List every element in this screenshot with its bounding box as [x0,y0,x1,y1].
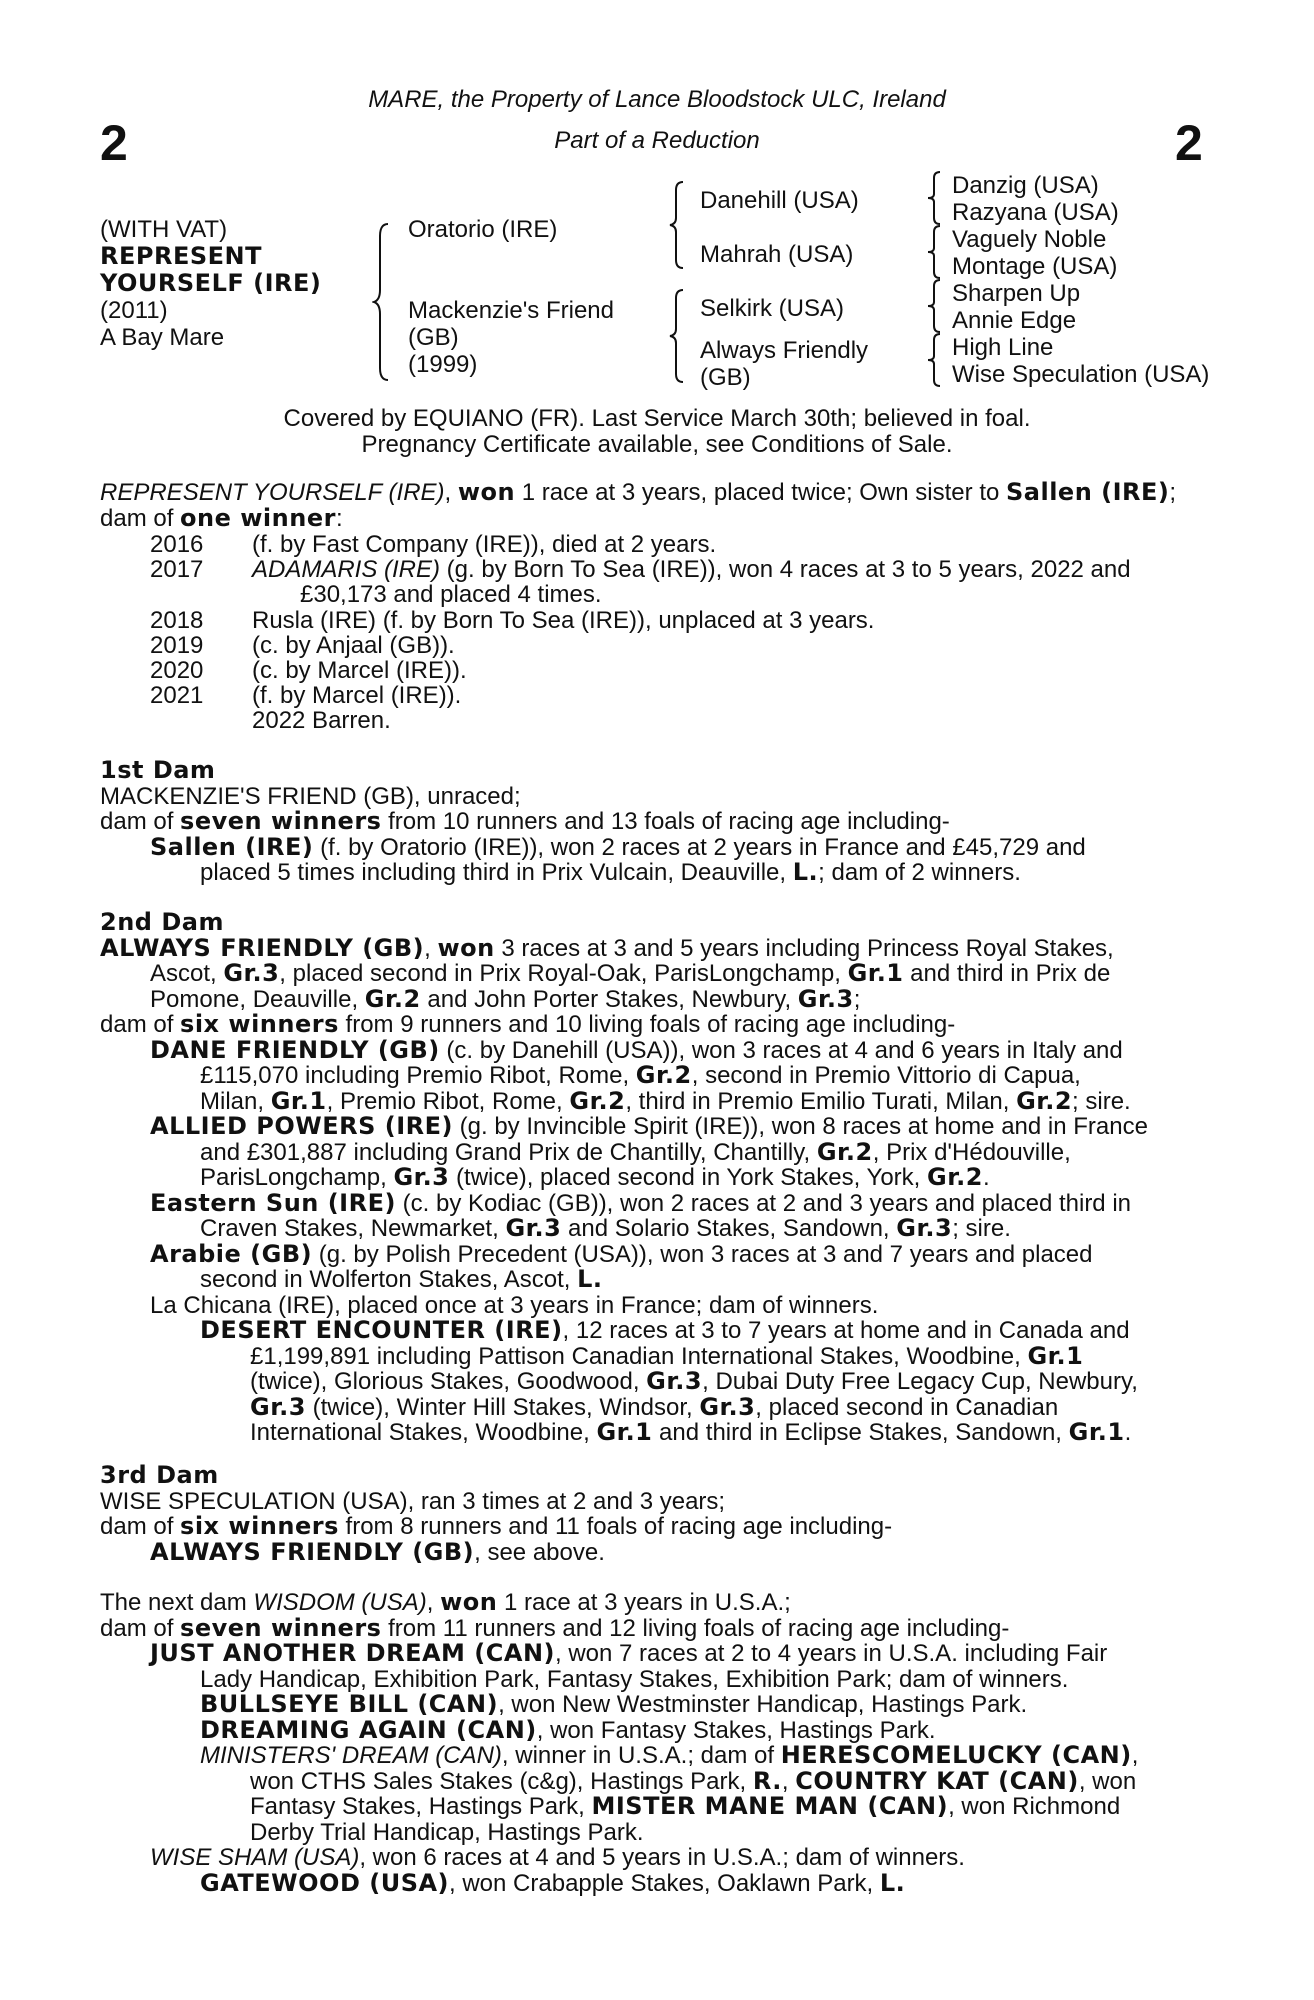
progeny-name: DANE FRIENDLY (GB) [150,1035,440,1064]
grade-label: Gr.2 [635,1061,692,1089]
produce-entry [252,556,1131,583]
sire-sire: Danehill (USA) [700,187,859,214]
won-label: won [437,933,495,962]
progeny-entry [100,1537,1205,1566]
progeny-text: won CTHS Sales Stakes (c&g), Hastings Park, [250,1767,753,1795]
first-dam-name: MACKENZIE'S FRIEND (GB), unraced; [100,782,521,810]
grade-label: Gr.2 [364,984,421,1013]
progeny-text: (c. by Kodiac (GB)), won 2 races at 2 and 3 years and placed third in [395,1189,1132,1217]
progeny-text: second in Wolferton Stakes, Ascot, [200,1266,578,1293]
produce-intro: REPRESENT YOURSELF (IRE), won 1 race at 3 years, placed twice; Own sister to Sallen (IRE); dam of one winner: [100,478,1177,532]
progeny-text: and £301,887 including Grand Prix de Chantilly, Chantilly, [200,1138,817,1166]
progeny-text: ; sire. [952,1215,1011,1242]
progeny-text: , Dubai Duty Free Legacy Cup, Newbury, [702,1368,1138,1395]
horse-name-line2: YOURSELF (IRE) [100,269,322,297]
progeny-entry [100,1188,1205,1217]
dam-dam-sire: High Line [952,334,1054,361]
produce-entry: (c. by Marcel (IRE)). [252,657,467,684]
grade-label: Gr.1 [1068,1418,1125,1446]
progeny-name: DREAMING AGAIN (CAN) [200,1715,537,1744]
progeny-text: , Premio Ribot, Rome, [326,1087,570,1115]
won-label: won [440,1588,498,1616]
brace-icon [926,170,942,226]
progeny-text: , winner in U.S.A.; dam of [501,1742,781,1769]
winners-count: six winners [180,1010,339,1038]
listed-label: L. [879,1868,906,1897]
grand-progeny-entry [100,1692,1205,1718]
horse-description: A Bay Mare [100,324,225,351]
sire-dam-dam: Montage (USA) [952,253,1118,280]
progeny-text: . [1124,1419,1132,1446]
progeny-name: COUNTRY KAT (CAN) [795,1766,1079,1795]
grade-label: Gr.3 [250,1392,306,1421]
progeny-text: , won Crabapple Stakes, Oaklawn Park, [449,1869,880,1897]
progeny-text: (f. by Oratorio (IRE)), won 2 races at 2 years in France and £45,729 and [313,833,1086,861]
progeny-text: , placed second in Canadian [755,1393,1059,1421]
progeny-text: , see above. [474,1538,605,1566]
produce-entry-cont: £30,173 and placed 4 times. [300,581,602,608]
grade-label: Gr.1 [1027,1341,1084,1370]
progeny-name: DESERT ENCOUNTER (IRE) [200,1316,563,1344]
produce-entry: 2022 Barren. [252,707,391,734]
produce-name: ADAMARIS (IRE) [252,556,441,583]
next-dam-name: WISDOM (USA) [253,1589,427,1616]
dam-sire-sire: Sharpen Up [952,280,1081,307]
winners-count: six winners [180,1512,339,1540]
dam-of-label: dam of [100,504,181,532]
produce-entry: (c. by Anjaal (GB)). [252,632,455,659]
brace-icon [926,224,942,280]
grand-progeny-entry [100,1715,1205,1744]
runners-text: from 9 runners and 10 living foals of racing age including- [338,1011,956,1038]
progeny-entry [100,1114,1205,1140]
sire: Oratorio (IRE) [408,216,558,243]
progeny-text: International Stakes, Woodbine, [250,1419,597,1446]
progeny-text: Lady Handicap, Exhibition Park, Fantasy Stakes, Exhibition Park; dam of winners. [200,1665,1069,1693]
grade-label: Gr.3 [505,1214,562,1242]
grade-label: Gr.3 [699,1392,756,1421]
progeny-text: , 12 races at 3 to 7 years at home and in Canada and [562,1317,1130,1344]
grade-label: Gr.3 [393,1163,450,1191]
progeny-text: , won Fantasy Stakes, Hastings Park. [536,1716,936,1744]
grade-label: Gr.1 [847,959,904,987]
grade-label: Gr.3 [896,1214,953,1242]
progeny-text: , second in Premio Vittorio di Capua, [691,1062,1081,1089]
runners-text: from 11 runners and 12 living foals of racing age including- [381,1614,1010,1642]
race-text: , placed second in Prix Royal-Oak, ParisLongchamp, [279,960,848,987]
grade-label: Gr.1 [270,1086,327,1115]
progeny-text: placed 5 times including third in Prix Vulcain, Deauville, [200,859,793,886]
progeny-name: Arabie (GB) [150,1239,313,1268]
dam-sire-dam: Annie Edge [952,307,1077,334]
grade-label: Gr.3 [797,984,854,1013]
progeny-text: , won 6 races at 4 and 5 years in U.S.A.; dam of winners. [359,1844,965,1871]
progeny-text: £115,070 including Premio Ribot, Rome, [200,1062,636,1089]
sire-sire-sire: Danzig (USA) [952,172,1099,199]
produce-year: 2020 [150,657,204,684]
progeny-text: ParisLongchamp, [200,1164,394,1191]
cover-note: Covered by EQUIANO (FR). Last Service March 30th; believed in foal. [283,405,1031,432]
winners-count: seven winners [180,807,382,835]
brace-icon [926,278,942,334]
runners-text: from 8 runners and 11 foals of racing age including- [338,1513,893,1540]
foaled-year: (2011) [100,297,168,324]
brace-icon [668,180,686,270]
brace-icon [926,332,942,388]
progeny-name: Eastern Sun (IRE) [150,1188,396,1217]
progeny-text: and third in Eclipse Stakes, Sandown, [652,1419,1069,1446]
progeny-text: and Solario Stakes, Sandown, [561,1215,897,1242]
progeny-entry: La Chicana (IRE), placed once at 3 years in France; dam of winners. [150,1291,879,1319]
produce-entry: (f. by Marcel (IRE)). [252,682,462,709]
lot-number-left: 2 [100,115,128,171]
progeny-name: ALLIED POWERS (IRE) [150,1112,453,1140]
dam-line1: Mackenzie's Friend [408,297,614,324]
produce-year: 2017 [150,556,204,583]
grade-label: Gr.3 [646,1367,703,1395]
progeny-entry-cont [100,860,1205,886]
grand-progeny-entry [100,1743,1205,1769]
progeny-text: , [781,1767,796,1795]
horse-name-line1: REPRESENT [100,242,262,270]
progeny-text: Fantasy Stakes, Hastings Park, [250,1793,592,1820]
colon: : [335,504,343,532]
progeny-entry [100,1239,1205,1268]
pregnancy-note: Pregnancy Certificate available, see Conditions of Sale. [361,431,953,458]
race-text: 1 race at 3 years in U.S.A.; [497,1589,791,1616]
header-subtitle: Part of a Reduction [554,127,760,154]
produce-entry: Rusla (IRE) (f. by Born To Sea (IRE)), unplaced at 3 years. [252,607,875,634]
produce-year: 2016 [150,531,204,558]
mare-name: REPRESENT YOURSELF (IRE) [100,479,445,506]
dam-line2: (GB) [408,324,459,351]
listed-label: L. [792,858,819,886]
progeny-name: Sallen (IRE) [150,832,314,861]
progeny-text: , won 7 races at 2 to 4 years in U.S.A. including Fair [555,1640,1108,1667]
progeny-name: WISE SHAM (USA) [150,1844,360,1871]
race-text: ; [853,985,861,1013]
one-winner: one winner [180,503,336,532]
runners-text: from 10 runners and 13 foals of racing age including- [381,808,950,835]
next-dam-intro: The next dam [100,1589,254,1616]
progeny-text: Craven Stakes, Newmarket, [200,1215,506,1242]
third-dam-section [100,1463,1205,1565]
progeny-entry [100,1845,1205,1871]
progeny-entry [100,1035,1205,1064]
dam-dam-dam: Wise Speculation (USA) [952,361,1210,388]
progeny-name: JUST ANOTHER DREAM (CAN) [150,1639,555,1667]
produce-year: 2018 [150,607,204,634]
progeny-text: (g. by Polish Precedent (USA)), won 3 races at 3 and 7 years and placed [312,1240,1093,1268]
progeny-text: . [982,1164,990,1191]
progeny-entry [100,832,1205,861]
progeny-text: (g. by Invincible Spirit (IRE)), won 8 races at home and in France [452,1113,1148,1140]
winners-count: seven winners [180,1613,382,1642]
progeny-text: (twice), placed second in York Stakes, York, [449,1164,927,1191]
progeny-text: £1,199,891 including Pattison Canadian International Stakes, Woodbine, [250,1342,1028,1370]
section-heading: 3rd Dam [100,1461,219,1489]
section-heading: 1st Dam [100,756,216,784]
dam-dam-line2: (GB) [700,364,751,391]
progeny-name: MISTER MANE MAN (CAN) [591,1792,949,1820]
grand-progeny-entry [100,1318,1205,1344]
progeny-text: ; dam of 2 winners. [818,859,1021,886]
dam-dam-line1: Always Friendly [700,337,869,364]
brace-icon [372,222,392,382]
intro-text: 1 race at 3 years, placed twice; Own sister to [515,479,1006,506]
race-text: Pomone, Deauville, [150,985,365,1013]
first-dam-section [100,758,1205,886]
progeny-name: ALWAYS FRIENDLY (GB) [150,1537,475,1566]
progeny-text: , won New Westminster Handicap, Hastings Park. [498,1691,1028,1718]
dam-of-label: dam of [100,1614,181,1642]
won-label: won [457,478,516,506]
dam-line3: (1999) [408,351,478,378]
restricted-label: R. [752,1766,782,1795]
next-dam-section: The next dam WISDOM (USA), won 1 race at 3 years in U.S.A.; dam of seven winners from 11 runners and 12 living foals of racing age including- JUST ANOTHER DREAM (CAN), won 7 races at 2 to 4 years in U.S.A. including Fair Lady Handicap, Exhibition Park, Fantasy Stakes, Exhibition Park; dam of winners. BULLSEYE BILL (CAN), won New Westminster Handicap, Hastings Park. DREAMING AGAIN (CAN), won Fantasy Stakes, Hastings Park. MINISTERS' DREAM (CAN), winner in U.S.A.; dam of HERESCOMELUCKY (CAN), won CTHS Sales Stakes (c&g), Hastings Park, R., COUNTRY KAT (CAN), won Fantasy Stakes, Hastings Park, MISTER MANE MAN (CAN), won Richmond Derby Trial Handicap, Hastings Park. WISE SHAM (USA), won 6 races at 4 and 5 years in U.S.A.; dam of winners. GATEWOOD (USA), won Crabapple Stakes, Oaklawn Park, L. [100,1590,1205,1896]
progeny-name: GATEWOOD (USA) [200,1868,450,1897]
progeny-text: (c. by Danehill (USA)), won 3 races at 4 and 6 years in Italy and [439,1036,1123,1064]
dam-of-label: dam of [100,1011,181,1038]
grade-label: Gr.2 [816,1137,873,1166]
progeny-text: (twice), Glorious Stakes, Goodwood, [250,1368,647,1395]
progeny-name: MINISTERS' DREAM (CAN) [200,1742,502,1769]
race-text: and third in Prix de [903,960,1111,987]
sire-sire-dam: Razyana (USA) [952,199,1119,226]
grade-label: Gr.3 [223,959,280,987]
grade-label: Gr.1 [596,1418,653,1446]
lot-number-right: 2 [1175,115,1203,171]
progeny-name: HERESCOMELUCKY (CAN) [780,1741,1132,1769]
race-text: 3 races at 3 and 5 years including Princess Royal Stakes, [494,934,1114,962]
progeny-text: , [1131,1742,1139,1769]
progeny-text: Derby Trial Handicap, Hastings Park. [250,1818,644,1846]
grade-label: Gr.2 [569,1086,626,1115]
progeny-text: , won Richmond [948,1793,1121,1820]
dam-sire: Selkirk (USA) [700,295,845,322]
grade-label: Gr.2 [1016,1086,1073,1115]
own-sister: Sallen (IRE) [1006,478,1170,506]
produce-entry: (f. by Fast Company (IRE)), died at 2 years. [252,531,717,558]
race-text: Ascot, [150,960,224,987]
sire-dam: Mahrah (USA) [700,241,854,268]
dam-of-label: dam of [100,808,181,835]
progeny-text: , won [1078,1767,1137,1795]
progeny-text: Milan, [200,1087,271,1115]
second-dam-name: ALWAYS FRIENDLY (GB) [100,933,425,962]
listed-label: L. [577,1265,603,1293]
intro-end: ; [1169,479,1177,506]
header-title: MARE, the Property of Lance Bloodstock ULC, Ireland [368,86,946,113]
sire-dam-sire: Vaguely Noble [952,226,1107,253]
progeny-text: , Prix d'Hédouville, [872,1138,1071,1166]
section-heading: 2nd Dam [100,908,224,936]
dam-of-label: dam of [100,1513,181,1540]
second-dam-section: 2nd Dam ALWAYS FRIENDLY (GB), won 3 races at 3 and 5 years including Princess Royal Stakes, Ascot, Gr.3, placed second in Prix Royal-Oak, ParisLongchamp, Gr.1 and third in Prix de Pomone, Deauville, Gr.2 and John Porter Stakes, Newbury, Gr.3; dam of six winners from 9 runners and 10 living foals of racing age including- DANE FRIENDLY (GB) (c. by Danehill (USA)), won 3 races at 4 and 6 years in Italy and £115,070 including Premio Ribot, Rome, Gr.2, second in Premio Vittorio di Capua, Milan, Gr.1, Premio Ribot, Rome, Gr.2, third in Premio Emilio Turati, Milan, Gr.2; sire. ALLIED POWERS (IRE) (g. by Invincible Spirit (IRE)), won 8 races at home and in France and £301,887 including Grand Prix de Chantilly, Chantilly, Gr.2, Prix d'Hédouville, ParisLongchamp, Gr.3 (twice), placed second in York Stakes, York, Gr.2. Eastern Sun (IRE) (c. by Kodiac (GB)), won 2 races at 2 and 3 years and placed third in Craven Stakes, Newmarket, Gr.3 and Solario Stakes, Sandown, Gr.3; sire. Arabie (GB) (g. by Polish Precedent (USA)), won 3 races at 3 and 7 years and placed second in Wolferton Stakes, Ascot, L. La Chicana (IRE), placed once at 3 years in France; dam of winners. DESERT ENCOUNTER (IRE), 12 races at 3 to 7 years at home and in Canada and £1,199,891 including Pattison Canadian International Stakes, Woodbine, Gr.1 (twice), Glorious Stakes, Goodwood, Gr.3, Dubai Duty Free Legacy Cup, Newbury, Gr.3 (twice), Winter Hill Stakes, Windsor, Gr.3, placed second in Canadian International Stakes, Woodbine, Gr.1 and third in Eclipse Stakes, Sandown, Gr.1. [100,910,1205,1446]
grade-label: Gr.2 [927,1163,983,1191]
progeny-entry [100,1641,1205,1667]
progeny-name: BULLSEYE BILL (CAN) [200,1690,499,1718]
produce-text: (g. by Born To Sea (IRE)), won 4 races at 3 to 5 years, 2022 and [440,556,1131,583]
produce-year: 2019 [150,632,204,659]
race-text: and John Porter Stakes, Newbury, [420,985,798,1013]
progeny-text: ; sire. [1072,1087,1131,1115]
progeny-text: , third in Premio Emilio Turati, Milan, [625,1087,1017,1115]
third-dam-name: WISE SPECULATION (USA), ran 3 times at 2 and 3 years; [100,1487,726,1515]
grand-progeny-entry [100,1868,1205,1897]
produce-year: 2021 [150,682,204,709]
progeny-text: (twice), Winter Hill Stakes, Windsor, [305,1393,700,1421]
vat-note: (WITH VAT) [100,216,228,243]
brace-icon [668,288,686,384]
